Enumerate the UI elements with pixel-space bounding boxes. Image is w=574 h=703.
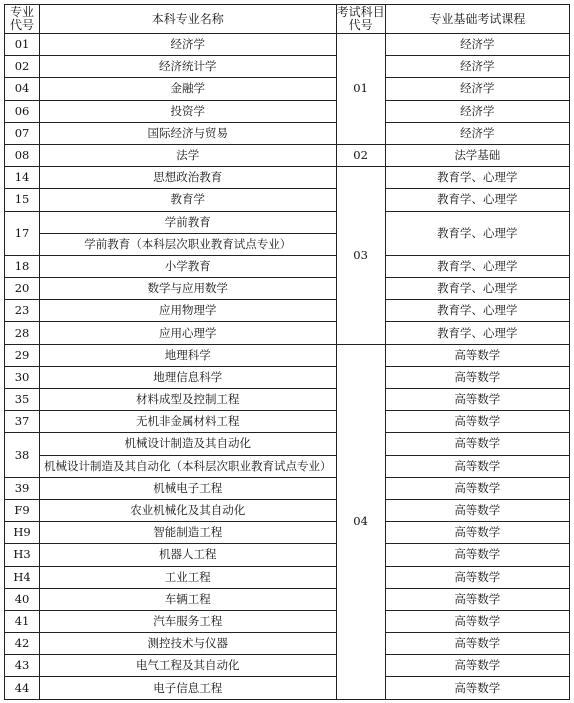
major-name: 经济学 <box>40 34 337 56</box>
major-code: 40 <box>5 588 40 610</box>
major-name: 材料成型及控制工程 <box>40 389 337 411</box>
table-row <box>5 655 570 677</box>
exam-course: 教育学、心理学 <box>385 322 569 344</box>
exam-course: 经济学 <box>385 34 569 56</box>
exam-course: 高等数学 <box>385 389 569 411</box>
table-row <box>5 167 570 189</box>
table-row <box>5 56 570 78</box>
table-row <box>5 455 570 477</box>
major-name: 机械电子工程 <box>40 477 337 499</box>
table-row <box>5 477 570 499</box>
major-name: 农业机械化及其自动化 <box>40 499 337 521</box>
exam-course: 教育学、心理学 <box>385 278 569 300</box>
major-name: 工业工程 <box>40 566 337 588</box>
major-code: 44 <box>5 677 40 699</box>
major-name: 数学与应用数学 <box>40 278 337 300</box>
major-code: 17 <box>5 211 40 255</box>
major-name: 思想政治教育 <box>40 167 337 189</box>
exam-course: 高等数学 <box>385 655 569 677</box>
table-row <box>5 344 570 366</box>
major-code: 28 <box>5 322 40 344</box>
major-name: 地理信息科学 <box>40 366 337 388</box>
exam-course: 教育学、心理学 <box>385 167 569 189</box>
exam-course: 教育学、心理学 <box>385 300 569 322</box>
major-name: 机器人工程 <box>40 544 337 566</box>
major-name: 法学 <box>40 144 337 166</box>
major-name: 汽车服务工程 <box>40 610 337 632</box>
table-row <box>5 677 570 699</box>
table-row <box>5 366 570 388</box>
major-name: 测控技术与仪器 <box>40 633 337 655</box>
major-code: 35 <box>5 389 40 411</box>
exam-course: 高等数学 <box>385 588 569 610</box>
exam-course: 高等数学 <box>385 522 569 544</box>
major-name: 教育学 <box>40 189 337 211</box>
major-code: H3 <box>5 544 40 566</box>
exam-code: 04 <box>336 344 385 699</box>
table-row <box>5 411 570 433</box>
major-code: 29 <box>5 344 40 366</box>
table-header-row <box>5 5 570 34</box>
exam-course: 高等数学 <box>385 477 569 499</box>
exam-course: 经济学 <box>385 100 569 122</box>
major-name: 投资学 <box>40 100 337 122</box>
table-row <box>5 389 570 411</box>
exam-course: 经济学 <box>385 122 569 144</box>
major-code: 01 <box>5 34 40 56</box>
major-name: 国际经济与贸易 <box>40 122 337 144</box>
exam-course: 高等数学 <box>385 411 569 433</box>
table-row <box>5 499 570 521</box>
major-name: 小学教育 <box>40 255 337 277</box>
major-code: 07 <box>5 122 40 144</box>
table-row <box>5 433 570 455</box>
table-row <box>5 566 570 588</box>
table-row <box>5 633 570 655</box>
major-code: 39 <box>5 477 40 499</box>
major-code: 43 <box>5 655 40 677</box>
major-name: 车辆工程 <box>40 588 337 610</box>
major-name: 电子信息工程 <box>40 677 337 699</box>
major-name: 智能制造工程 <box>40 522 337 544</box>
exam-course: 高等数学 <box>385 544 569 566</box>
major-name: 应用物理学 <box>40 300 337 322</box>
exam-course: 高等数学 <box>385 566 569 588</box>
table-row <box>5 610 570 632</box>
major-code: 14 <box>5 167 40 189</box>
major-code: 18 <box>5 255 40 277</box>
exam-course: 法学基础 <box>385 144 569 166</box>
exam-course: 教育学、心理学 <box>385 211 569 255</box>
major-name: 电气工程及其自动化 <box>40 655 337 677</box>
exam-course: 高等数学 <box>385 433 569 455</box>
table-row <box>5 211 570 233</box>
exam-course: 教育学、心理学 <box>385 189 569 211</box>
major-code: 08 <box>5 144 40 166</box>
major-code: 38 <box>5 433 40 477</box>
table-row <box>5 322 570 344</box>
header-exam-code: 考试科目代号 <box>336 5 385 32</box>
exam-course: 高等数学 <box>385 366 569 388</box>
major-name: 金融学 <box>40 78 337 100</box>
exam-course: 高等数学 <box>385 344 569 366</box>
major-code: 42 <box>5 633 40 655</box>
table-row <box>5 189 570 211</box>
exam-code: 01 <box>336 34 385 145</box>
major-code: 06 <box>5 100 40 122</box>
exam-course: 高等数学 <box>385 499 569 521</box>
major-code: F9 <box>5 499 40 521</box>
exam-course: 经济学 <box>385 78 569 100</box>
major-code: H9 <box>5 522 40 544</box>
major-code: 15 <box>5 189 40 211</box>
major-exam-table <box>4 4 570 700</box>
major-code: 02 <box>5 56 40 78</box>
table-row <box>5 588 570 610</box>
major-code: 23 <box>5 300 40 322</box>
header-exam-course: 专业基础考试课程 <box>385 5 569 34</box>
header-major-code: 专业代号 <box>5 5 40 34</box>
table-row <box>5 278 570 300</box>
major-code: 30 <box>5 366 40 388</box>
exam-course: 高等数学 <box>385 455 569 477</box>
table-row <box>5 34 570 56</box>
major-name: 机械设计制造及其自动化 <box>40 433 337 455</box>
exam-course: 高等数学 <box>385 610 569 632</box>
table-row <box>5 144 570 166</box>
exam-course: 高等数学 <box>385 677 569 699</box>
major-code: 37 <box>5 411 40 433</box>
exam-code: 02 <box>336 144 385 166</box>
major-code: 20 <box>5 278 40 300</box>
major-name: 地理科学 <box>40 344 337 366</box>
major-code: 04 <box>5 78 40 100</box>
exam-course: 教育学、心理学 <box>385 255 569 277</box>
exam-course: 高等数学 <box>385 633 569 655</box>
major-code: H4 <box>5 566 40 588</box>
table-row <box>5 122 570 144</box>
major-name: 学前教育 <box>40 211 337 233</box>
major-name: 经济统计学 <box>40 56 337 78</box>
major-code: 41 <box>5 610 40 632</box>
table-row <box>5 300 570 322</box>
exam-course: 经济学 <box>385 56 569 78</box>
header-major-name: 本科专业名称 <box>40 5 337 34</box>
major-name: 无机非金属材料工程 <box>40 411 337 433</box>
major-name: 应用心理学 <box>40 322 337 344</box>
table-row <box>5 78 570 100</box>
table-row <box>5 544 570 566</box>
exam-code: 03 <box>336 167 385 345</box>
major-name: 学前教育（本科层次职业教育试点专业） <box>40 233 337 255</box>
major-name: 机械设计制造及其自动化（本科层次职业教育试点专业） <box>40 455 337 477</box>
table-row <box>5 522 570 544</box>
table-row <box>5 255 570 277</box>
table-row <box>5 100 570 122</box>
